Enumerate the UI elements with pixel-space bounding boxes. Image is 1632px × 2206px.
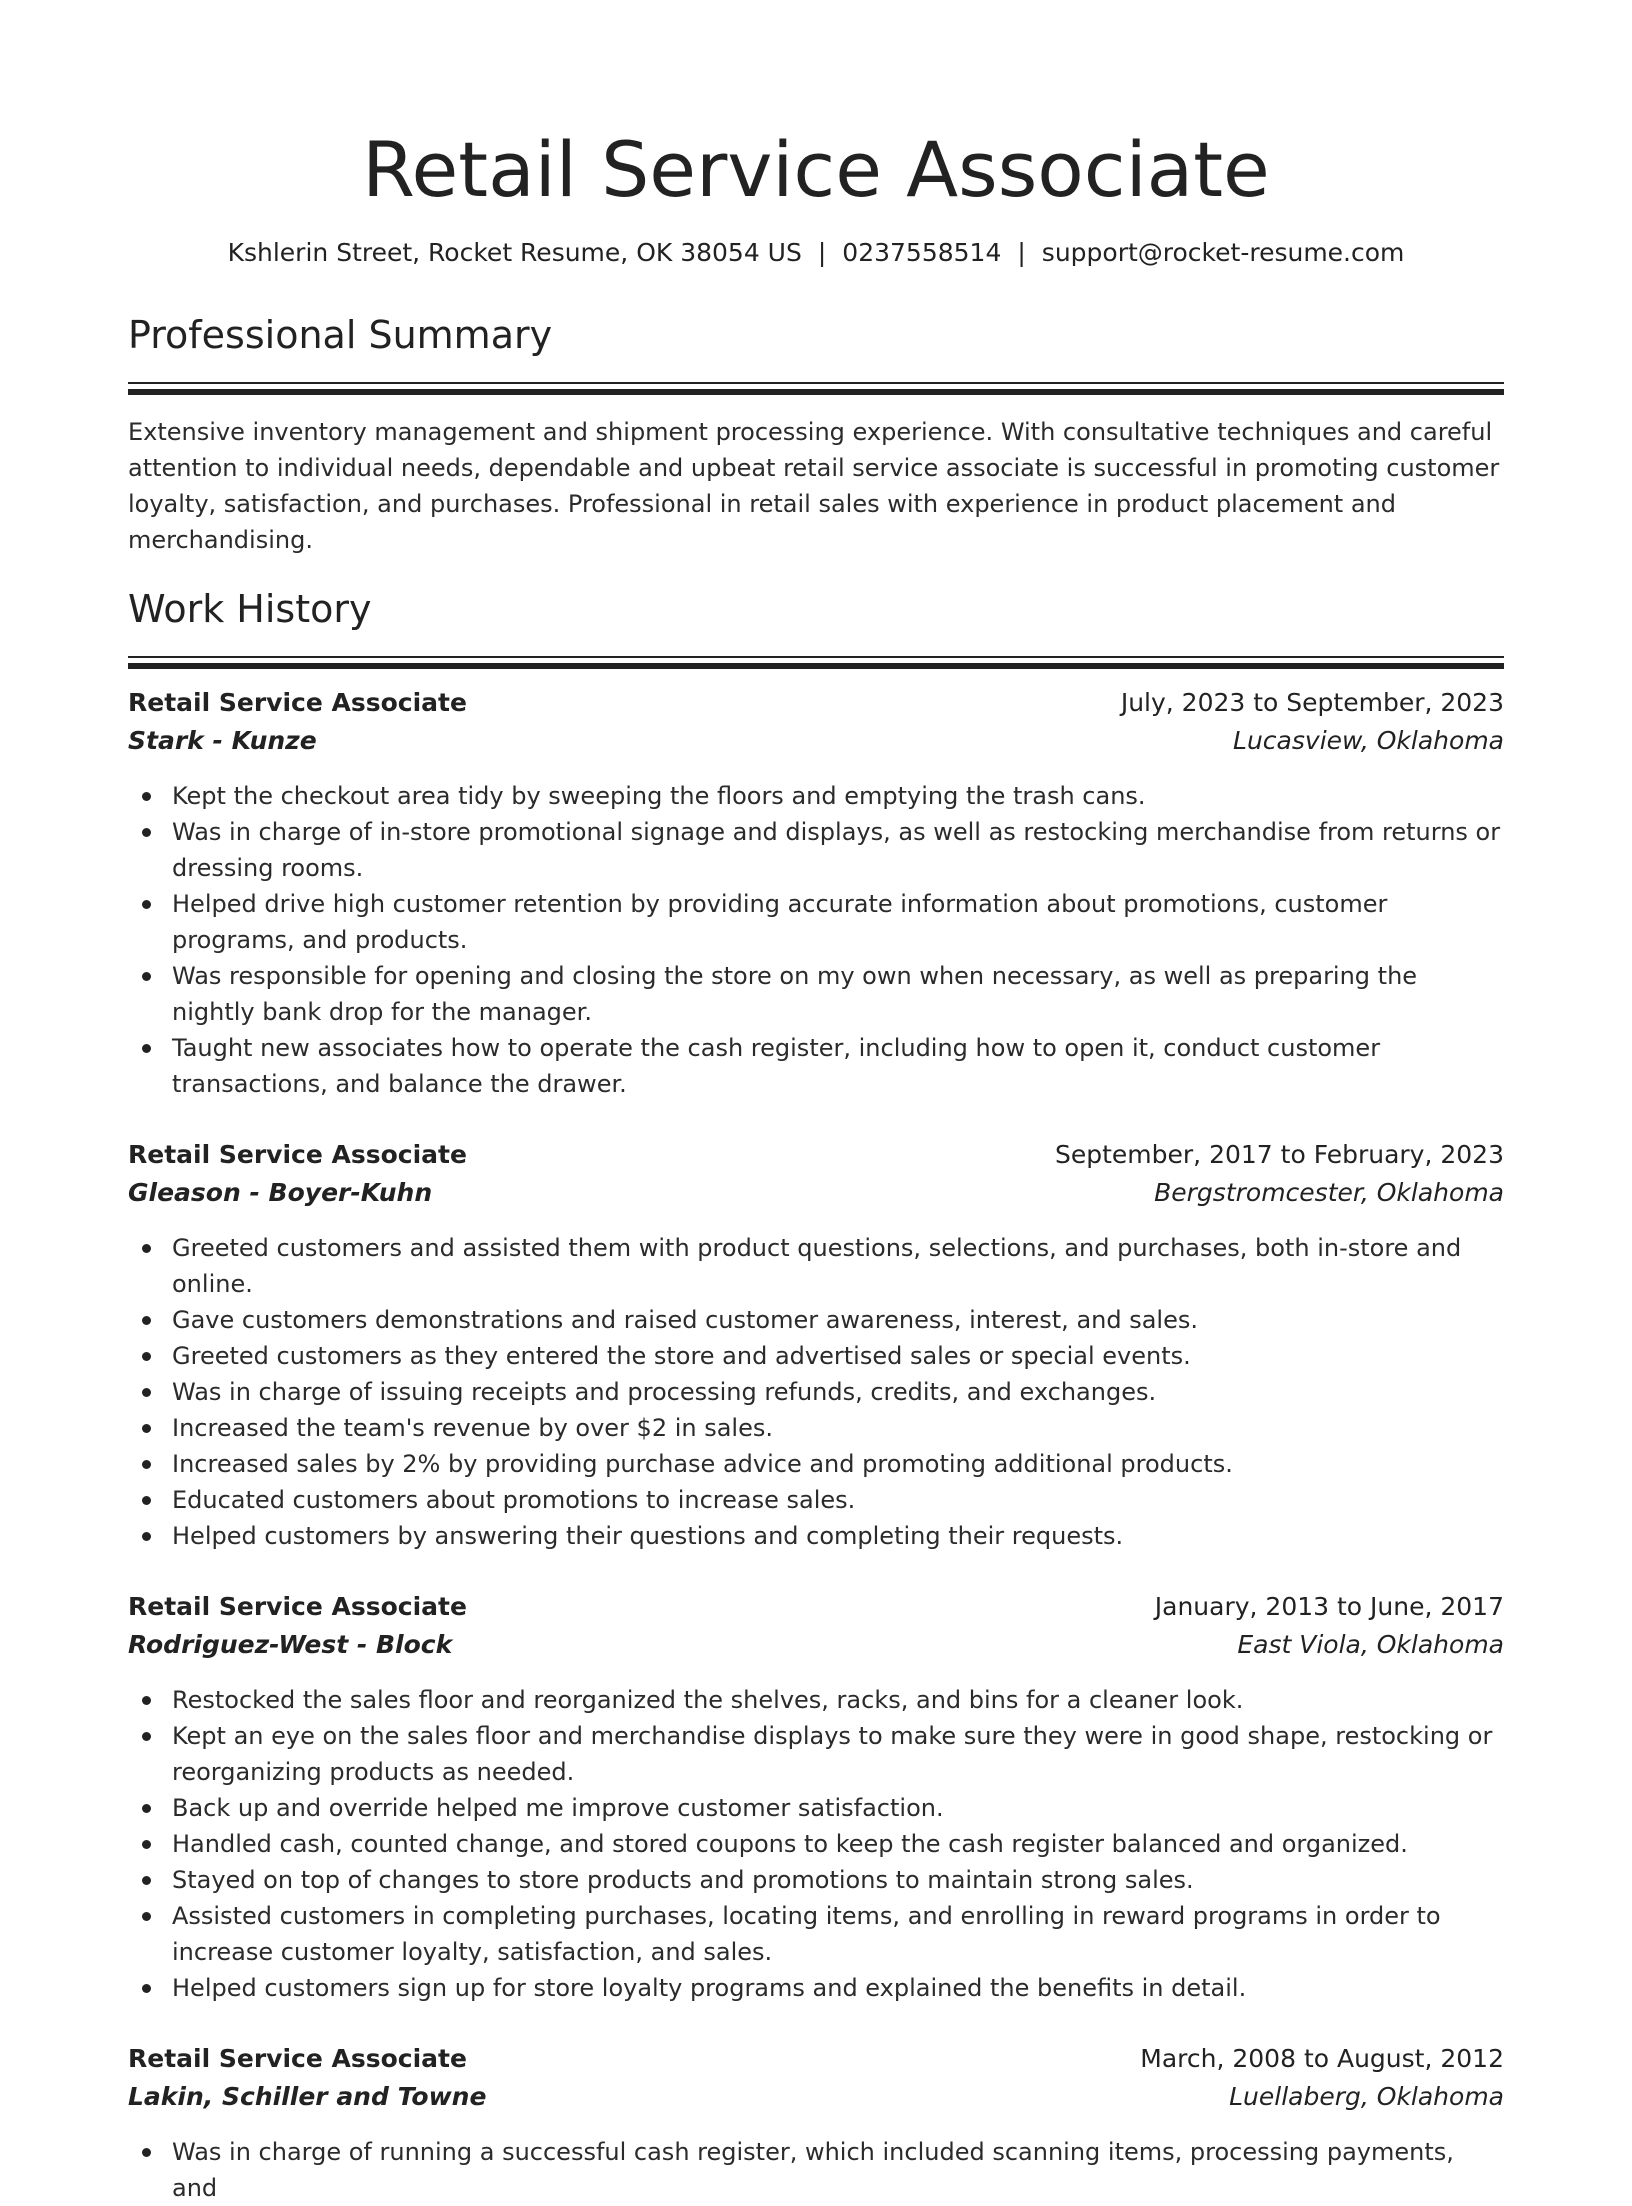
job-duty: Restocked the sales floor and reorganized the shelves, racks, and bins for a cleaner look. — [172, 1682, 1504, 1718]
resume-page — [128, 0, 1504, 2206]
section-title-work-history: Work History — [128, 587, 372, 631]
job-dates: March, 2008 to August, 2012 — [1140, 2044, 1504, 2073]
job-duty: Stayed on top of changes to store products and promotions to maintain strong sales. — [172, 1862, 1504, 1898]
job-duties — [128, 2134, 1504, 2206]
job-duty: Helped drive high customer retention by providing accurate information about promotions, customer programs, and products. — [172, 886, 1504, 958]
job-location: East Viola, Oklahoma — [1237, 1630, 1504, 1659]
job-location: Lucasview, Oklahoma — [1233, 726, 1504, 755]
job-entry — [128, 1588, 1504, 2006]
job-title: Retail Service Associate — [128, 1140, 467, 1169]
job-duty: Increased sales by 2% by providing purchase advice and promoting additional products. — [172, 1446, 1504, 1482]
job-company: Rodriguez-West - Block — [128, 1630, 453, 1659]
job-duty: Educated customers about promotions to increase sales. — [172, 1482, 1504, 1518]
job-duties — [128, 1682, 1504, 2006]
job-duty: Taught new associates how to operate the cash register, including how to open it, conduct customer transactions, and balance the drawer. — [172, 1030, 1504, 1102]
section-divider — [128, 656, 1504, 670]
job-title: Retail Service Associate — [128, 1592, 467, 1621]
job-duty: Kept an eye on the sales floor and merchandise displays to make sure they were in good shape, restocking or reorganizing products as needed. — [172, 1718, 1504, 1790]
job-duty: Gave customers demonstrations and raised customer awareness, interest, and sales. — [172, 1302, 1504, 1338]
contact-email: support@rocket-resume.com — [1041, 238, 1405, 267]
summary-text: Extensive inventory management and shipment processing experience. With consultative techniques and careful attention to individual needs, dependable and upbeat retail service associate is successful in promoting customer loyalty, satisfaction, and purchases. Professional in retail sales with experience in product placement and merchandising. — [128, 418, 1500, 554]
job-location: Bergstromcester, Oklahoma — [1154, 1178, 1504, 1207]
job-dates: January, 2013 to June, 2017 — [1154, 1592, 1504, 1621]
job-title: Retail Service Associate — [128, 688, 467, 717]
job-duty: Was responsible for opening and closing the store on my own when necessary, as well as preparing the nightly bank drop for the manager. — [172, 958, 1504, 1030]
job-duty: Back up and override helped me improve customer satisfaction. — [172, 1790, 1504, 1826]
contact-separator: | — [1017, 238, 1026, 267]
job-entry — [128, 684, 1504, 1102]
job-location: Luellaberg, Oklahoma — [1229, 2082, 1504, 2111]
contact-phone: 0237558514 — [842, 238, 1002, 267]
job-company: Lakin, Schiller and Towne — [128, 2082, 487, 2111]
job-duty: Handled cash, counted change, and stored coupons to keep the cash register balanced and organized. — [172, 1826, 1504, 1862]
contact-address: Kshlerin Street, Rocket Resume, OK 38054 US — [227, 238, 802, 267]
job-duty: Greeted customers and assisted them with product questions, selections, and purchases, both in-store and online. — [172, 1230, 1504, 1302]
job-duty: Helped customers by answering their questions and completing their requests. — [172, 1518, 1504, 1554]
contact-line — [128, 236, 1504, 270]
job-duties — [128, 1230, 1504, 1554]
job-entry — [128, 1136, 1504, 1554]
job-duties — [128, 778, 1504, 1102]
job-duty: Helped customers sign up for store loyalty programs and explained the benefits in detail. — [172, 1970, 1504, 2006]
job-dates: July, 2023 to September, 2023 — [1120, 688, 1504, 717]
work-history-section — [128, 584, 1504, 2206]
contact-separator: | — [817, 238, 827, 267]
section-divider — [128, 382, 1504, 396]
job-company: Stark - Kunze — [128, 726, 317, 755]
job-company: Gleason - Boyer-Kuhn — [128, 1178, 433, 1207]
job-duty: Increased the team's revenue by over $2 in sales. — [172, 1410, 1504, 1446]
summary-section — [128, 310, 1504, 558]
job-dates: September, 2017 to February, 2023 — [1055, 1140, 1504, 1169]
candidate-name: Retail Service Associate — [362, 125, 1270, 214]
job-entry — [128, 2040, 1504, 2206]
job-duty: Kept the checkout area tidy by sweeping the floors and emptying the trash cans. — [172, 778, 1504, 814]
job-duty: Was in charge of running a successful cash register, which included scanning items, processing payments, and — [172, 2134, 1504, 2206]
job-duty: Was in charge of issuing receipts and processing refunds, credits, and exchanges. — [172, 1374, 1504, 1410]
section-title-summary: Professional Summary — [128, 313, 553, 357]
job-duty: Was in charge of in-store promotional signage and displays, as well as restocking merchandise from returns or dressing rooms. — [172, 814, 1504, 886]
job-duty: Greeted customers as they entered the store and advertised sales or special events. — [172, 1338, 1504, 1374]
job-duty: Assisted customers in completing purchases, locating items, and enrolling in reward programs in order to increase customer loyalty, satisfaction, and sales. — [172, 1898, 1504, 1970]
job-title: Retail Service Associate — [128, 2044, 467, 2073]
